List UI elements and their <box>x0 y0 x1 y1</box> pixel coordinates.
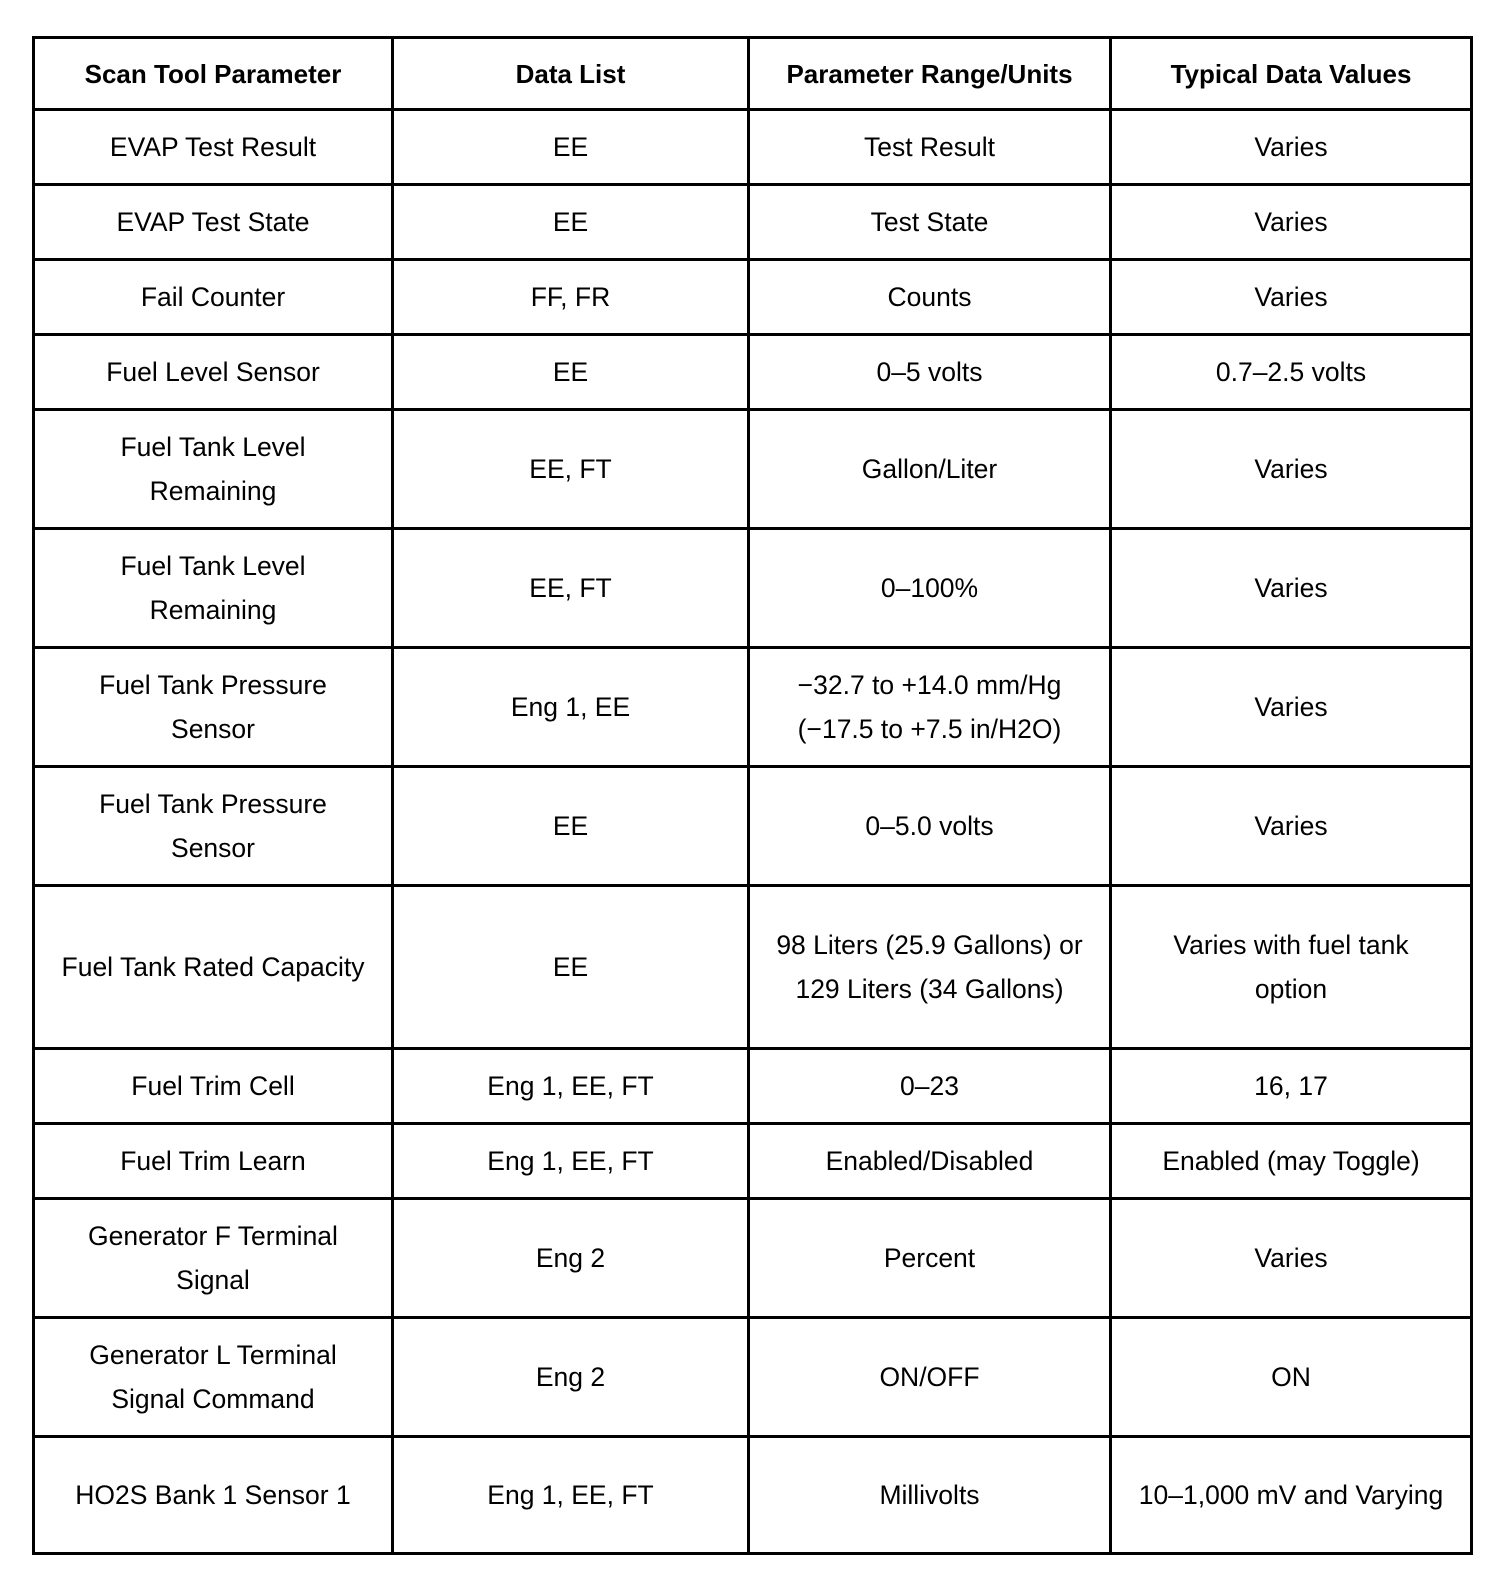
cell-parameter: Fuel Tank Pressure Sensor <box>34 648 393 767</box>
cell-range-units: Counts <box>749 260 1111 335</box>
table-row <box>34 1318 1472 1437</box>
cell-typical-value: Varies <box>1111 529 1472 648</box>
cell-data-list: EE <box>393 185 749 260</box>
cell-parameter: Fuel Trim Learn <box>34 1124 393 1199</box>
cell-parameter: Fuel Level Sensor <box>34 335 393 410</box>
cell-range-units: 0–5.0 volts <box>749 767 1111 886</box>
cell-parameter: Fuel Trim Cell <box>34 1049 393 1124</box>
header-scan-tool-parameter: Scan Tool Parameter <box>34 38 393 110</box>
cell-parameter: Fuel Tank Pressure Sensor <box>34 767 393 886</box>
cell-data-list: Eng 1, EE <box>393 648 749 767</box>
table-row <box>34 1049 1472 1124</box>
cell-typical-value: 16, 17 <box>1111 1049 1472 1124</box>
table-row <box>34 767 1472 886</box>
cell-typical-value: Varies <box>1111 1199 1472 1318</box>
table-row <box>34 410 1472 529</box>
cell-data-list: FF, FR <box>393 260 749 335</box>
cell-typical-value: ON <box>1111 1318 1472 1437</box>
table-row <box>34 648 1472 767</box>
header-row <box>34 38 1472 110</box>
cell-typical-value: Varies <box>1111 260 1472 335</box>
cell-typical-value: Varies <box>1111 767 1472 886</box>
cell-typical-value: Varies with fuel tank option <box>1111 886 1472 1049</box>
cell-parameter: Fuel Tank Rated Capacity <box>34 886 393 1049</box>
cell-range-units: 98 Liters (25.9 Gallons) or 129 Liters (34 Gallons) <box>749 886 1111 1049</box>
cell-parameter: Fail Counter <box>34 260 393 335</box>
cell-data-list: EE <box>393 110 749 185</box>
cell-data-list: Eng 2 <box>393 1318 749 1437</box>
table-row <box>34 335 1472 410</box>
cell-range-units: Test State <box>749 185 1111 260</box>
table-row <box>34 260 1472 335</box>
table-row <box>34 1124 1472 1199</box>
cell-parameter: EVAP Test State <box>34 185 393 260</box>
cell-range-units: Enabled/Disabled <box>749 1124 1111 1199</box>
cell-data-list: Eng 2 <box>393 1199 749 1318</box>
cell-data-list: Eng 1, EE, FT <box>393 1049 749 1124</box>
cell-range-units: 0–23 <box>749 1049 1111 1124</box>
header-parameter-range-units: Parameter Range/Units <box>749 38 1111 110</box>
cell-parameter: Fuel Tank Level Remaining <box>34 410 393 529</box>
cell-data-list: Eng 1, EE, FT <box>393 1437 749 1554</box>
cell-data-list: Eng 1, EE, FT <box>393 1124 749 1199</box>
cell-range-units: −32.7 to +14.0 mm/Hg (−17.5 to +7.5 in/H2O) <box>749 648 1111 767</box>
cell-parameter: Fuel Tank Level Remaining <box>34 529 393 648</box>
cell-range-units: Millivolts <box>749 1437 1111 1554</box>
table-row <box>34 529 1472 648</box>
cell-data-list: EE, FT <box>393 410 749 529</box>
cell-typical-value: 0.7–2.5 volts <box>1111 335 1472 410</box>
table-row <box>34 110 1472 185</box>
cell-typical-value: Varies <box>1111 410 1472 529</box>
cell-range-units: 0–5 volts <box>749 335 1111 410</box>
scan-tool-data-table <box>32 36 1473 1555</box>
cell-typical-value: Varies <box>1111 648 1472 767</box>
cell-data-list: EE <box>393 767 749 886</box>
cell-parameter: HO2S Bank 1 Sensor 1 <box>34 1437 393 1554</box>
cell-data-list: EE, FT <box>393 529 749 648</box>
cell-typical-value: Enabled (may Toggle) <box>1111 1124 1472 1199</box>
cell-range-units: Test Result <box>749 110 1111 185</box>
cell-typical-value: Varies <box>1111 110 1472 185</box>
cell-parameter: EVAP Test Result <box>34 110 393 185</box>
table-row <box>34 1199 1472 1318</box>
table-row <box>34 886 1472 1049</box>
cell-range-units: Percent <box>749 1199 1111 1318</box>
header-typical-data-values: Typical Data Values <box>1111 38 1472 110</box>
header-data-list: Data List <box>393 38 749 110</box>
cell-range-units: Gallon/Liter <box>749 410 1111 529</box>
cell-typical-value: 10–1,000 mV and Varying <box>1111 1437 1472 1554</box>
cell-parameter: Generator F Terminal Signal <box>34 1199 393 1318</box>
cell-parameter: Generator L Terminal Signal Command <box>34 1318 393 1437</box>
cell-range-units: ON/OFF <box>749 1318 1111 1437</box>
cell-data-list: EE <box>393 335 749 410</box>
table-row <box>34 185 1472 260</box>
cell-data-list: EE <box>393 886 749 1049</box>
cell-typical-value: Varies <box>1111 185 1472 260</box>
cell-range-units: 0–100% <box>749 529 1111 648</box>
table-row <box>34 1437 1472 1554</box>
